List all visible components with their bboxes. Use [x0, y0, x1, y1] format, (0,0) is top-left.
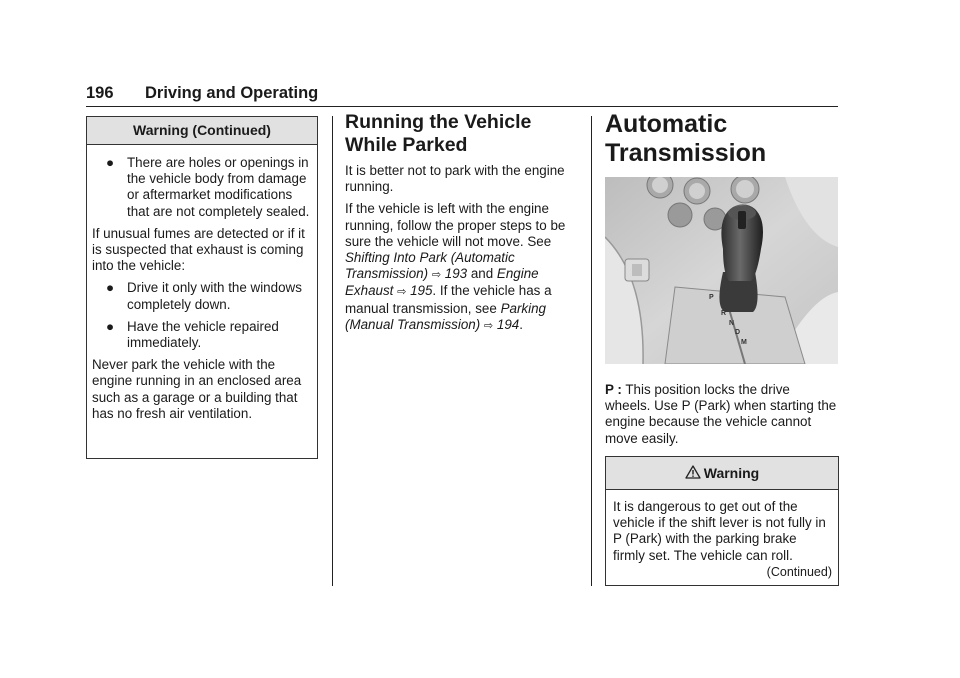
column-2 — [345, 111, 577, 340]
column-divider-2 — [591, 116, 592, 586]
cross-reference-link[interactable]: Shifting Into Park (Automatic Transmission) — [345, 250, 515, 282]
paragraph: P : This position locks the drive wheels. Use P (Park) when starting the engine because the vehicle cannot move easily. — [605, 382, 837, 446]
page-number: 196 — [86, 84, 114, 102]
list-item: ● Drive it only with the windows completely down. — [106, 280, 302, 312]
page-reference[interactable]: 195 — [410, 283, 433, 299]
paragraph: If the vehicle is left with the engine running, follow the proper steps to be sure the vehicle will not move. See Shifting Into Park (Automatic Transmission) ⇨ 193 and Engine Exhaust ⇨ 195. If the vehicle has a manual transmission, see Parking (Manual Transmission) ⇨ 194. — [345, 201, 566, 332]
section-title: Driving and Operating — [145, 84, 319, 102]
page-reference[interactable]: 194 — [496, 316, 520, 332]
continued-note: (Continued) — [766, 564, 832, 579]
cross-reference-link[interactable]: Engine Exhaust — [345, 266, 539, 299]
gear-label: M — [741, 339, 747, 346]
gear-label: N — [729, 320, 735, 327]
warning-continued-body — [87, 145, 317, 428]
gear-label: R — [721, 310, 727, 317]
warning-title: Warning — [606, 457, 838, 490]
page-reference[interactable]: 193 — [444, 266, 468, 282]
page-ref-arrow-icon: ⇨ — [483, 319, 494, 332]
shift-lever-illustration — [605, 177, 838, 364]
bullet-icon: ● — [106, 280, 115, 296]
warning-continued-box — [86, 116, 318, 459]
warning-body — [606, 490, 838, 580]
term-label: P : — [605, 382, 622, 397]
paragraph: If unusual fumes are detected or if it is suspected that exhaust is coming into the vehicle: — [92, 225, 305, 274]
bullet-icon: ● — [106, 318, 115, 334]
gear-label: D — [735, 329, 741, 336]
warning-box — [605, 456, 839, 586]
paragraph: It is better not to park with the engine running. — [345, 163, 565, 195]
paragraph: Never park the vehicle with the engine running in an enclosed area such as a garage or a building that has no fresh air ventilation. — [92, 357, 302, 421]
page-ref-arrow-icon: ⇨ — [431, 269, 442, 282]
section-heading: Running the Vehicle While Parked — [345, 111, 532, 156]
warning-continued-title: Warning (Continued) — [87, 117, 317, 145]
shift-lever-image — [605, 177, 838, 364]
column-divider-1 — [332, 116, 333, 586]
bullet-icon: ● — [106, 155, 115, 170]
page-header — [86, 84, 838, 107]
list-item: ● Have the vehicle repaired immediately. — [106, 318, 279, 351]
paragraph: It is dangerous to get out of the vehicle if the shift lever is not fully in P (Park) with the parking brake firmly set. The vehicle can roll. — [613, 499, 826, 563]
gear-label: P — [709, 294, 714, 301]
section-heading: Automatic Transmission — [605, 110, 767, 167]
page-ref-arrow-icon: ⇨ — [397, 286, 407, 299]
warning-triangle-icon — [685, 458, 701, 490]
cross-reference-link[interactable]: Parking (Manual Transmission) — [345, 300, 546, 332]
list-item: ● There are holes or openings in the vehicle body from damage or aftermarket modifications that are not completely sealed. — [106, 155, 310, 219]
